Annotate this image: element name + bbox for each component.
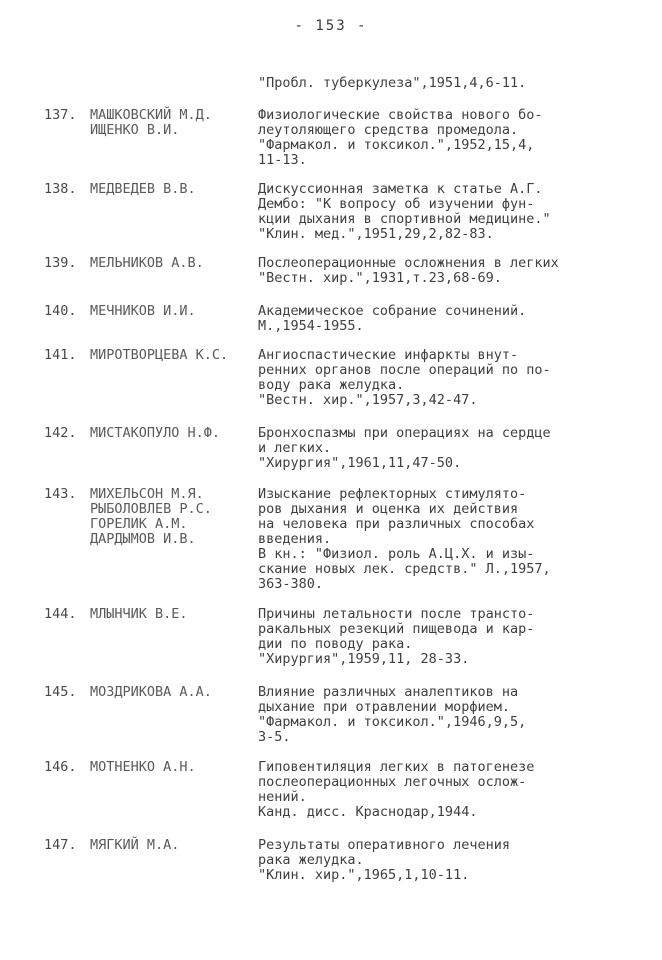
citation-line: "Клин. мед.",1951,29,2,82-83. xyxy=(258,226,494,242)
entry-number: 138. xyxy=(44,181,77,197)
author-name: МИХЕЛЬСОН М.Я. xyxy=(90,486,204,502)
citation-line: М.,1954-1955. xyxy=(258,318,364,334)
citation-line: Результаты оперативного лечения xyxy=(258,837,510,853)
citation-line: ренних органов после операций по по- xyxy=(258,362,551,378)
entry-number: 144. xyxy=(44,606,77,622)
author-name: МЕЛЬНИКОВ А.В. xyxy=(90,255,204,271)
citation-line: на человека при различных способах xyxy=(258,516,535,532)
entry-authors xyxy=(90,182,196,197)
citation-line: "Клин. хир.",1965,1,10-11. xyxy=(258,867,470,883)
citation-line: введения. xyxy=(258,531,332,547)
citation-line: Влияние различных аналептиков на xyxy=(258,684,519,700)
author-name: МЛЫНЧИК В.Е. xyxy=(90,606,188,622)
citation-line: В кн.: "Физиол. роль А.Ц.Х. и изы- xyxy=(258,546,535,562)
entry-authors xyxy=(90,607,188,622)
citation-line: "Вестн. хир.",1957,3,42-47. xyxy=(258,392,478,408)
author-name: ИЩЕНКО В.И. xyxy=(90,122,180,138)
author-name: ДАРДЫМОВ И.В. xyxy=(90,531,196,547)
entry-authors xyxy=(90,256,204,271)
continued-reference: "Пробл. туберкулеза",1951,4,6-11. xyxy=(258,75,527,91)
citation-line: Причины летальности после трансто- xyxy=(258,606,535,622)
entry-citation xyxy=(258,182,551,242)
citation-line: Канд. дисс. Краснодар,1944. xyxy=(258,804,478,820)
entry-citation xyxy=(258,108,542,168)
citation-line: "Вестн. хир.",1931,т.23,68-69. xyxy=(258,270,502,286)
entry-number: 142. xyxy=(44,425,77,441)
entry-citation xyxy=(258,838,510,883)
entry-authors xyxy=(90,760,196,775)
entry-citation xyxy=(258,487,551,592)
author-name: МАШКОВСКИЙ М.Д. xyxy=(90,107,212,123)
citation-line: "Фармакол. и токсикол.",1952,15,4, xyxy=(258,137,535,153)
entry-number: 141. xyxy=(44,347,77,363)
entry-authors xyxy=(90,108,212,138)
entry-authors xyxy=(90,838,179,853)
entry-number: 143. xyxy=(44,486,77,502)
citation-line: рака желудка. xyxy=(258,852,364,868)
citation-line: 11-13. xyxy=(258,152,307,168)
citation-line: дии по поводу рака. xyxy=(258,636,413,652)
citation-line: и легких. xyxy=(258,440,332,456)
entry-number: 140. xyxy=(44,303,77,319)
citation-line: дыхание при отравлении морфием. xyxy=(258,699,510,715)
entry-citation xyxy=(258,348,551,408)
entry-authors xyxy=(90,685,212,700)
entry-number: 146. xyxy=(44,759,77,775)
author-name: МЕЧНИКОВ И.И. xyxy=(90,303,196,319)
citation-line: Ангиоспастические инфаркты внут- xyxy=(258,347,519,363)
citation-line: нений. xyxy=(258,789,307,805)
citation-line: 363-380. xyxy=(258,576,324,592)
citation-line: "Фармакол. и токсикол.",1946,9,5, xyxy=(258,714,527,730)
entry-number: 139. xyxy=(44,255,77,271)
author-name: МОТНЕНКО А.Н. xyxy=(90,759,196,775)
citation-line: послеоперационных легочных ослож- xyxy=(258,774,527,790)
citation-line: Бронхоспазмы при операциях на сердце xyxy=(258,425,551,441)
citation-line: ров дыхания и оценка их действия xyxy=(258,501,519,517)
entry-number: 145. xyxy=(44,684,77,700)
citation-line: Изыскание рефлекторных стимулято- xyxy=(258,486,527,502)
citation-line: Дембо: "К вопросу об изучении фун- xyxy=(258,196,535,212)
author-name: МИСТАКОПУЛО Н.Ф. xyxy=(90,425,221,441)
entry-number: 147. xyxy=(44,837,77,853)
citation-line: "Хирургия",1959,11, 28-33. xyxy=(258,651,470,667)
citation-line: воду рака желудка. xyxy=(258,377,405,393)
entry-authors xyxy=(90,304,196,319)
citation-line: кции дыхания в спортивной медицине." xyxy=(258,211,551,227)
author-name: ГОРЕЛИК А.М. xyxy=(90,516,188,532)
citation-line: скание новых лек. средств." Л.,1957, xyxy=(258,561,551,577)
entry-citation xyxy=(258,304,526,334)
entry-citation xyxy=(258,607,534,667)
entry-citation xyxy=(258,426,551,471)
citation-line: "Хирургия",1961,11,47-50. xyxy=(258,455,462,471)
page-number: - 153 - xyxy=(294,18,368,34)
author-name: МЕДВЕДЕВ В.В. xyxy=(90,181,196,197)
author-name: МИРОТВОРЦЕВА К.С. xyxy=(90,347,229,363)
entry-citation xyxy=(258,760,534,820)
citation-line: Послеоперационные осложнения в легких xyxy=(258,255,559,271)
citation-line: Академическое собрание сочинений. xyxy=(258,303,527,319)
citation-line: ракальных резекций пищевода и кар- xyxy=(258,621,535,637)
citation-line: Физиологические свойства нового бо- xyxy=(258,107,543,123)
entry-citation xyxy=(258,685,526,745)
entry-number: 137. xyxy=(44,107,77,123)
entry-authors xyxy=(90,426,220,441)
citation-line: Гиповентиляция легких в патогенезе xyxy=(258,759,535,775)
entry-citation xyxy=(258,256,559,286)
citation-line: 3-5. xyxy=(258,729,291,745)
entry-authors xyxy=(90,348,228,363)
author-name: МЯГКИЙ М.А. xyxy=(90,837,180,853)
author-name: РЫБОЛОВЛЕВ Р.С. xyxy=(90,501,212,517)
citation-line: Дискуссионная заметка к статье А.Г. xyxy=(258,181,543,197)
citation-line: леутоляющего средства промедола. xyxy=(258,122,519,138)
author-name: МОЗДРИКОВА А.А. xyxy=(90,684,212,700)
entry-authors xyxy=(90,487,212,547)
